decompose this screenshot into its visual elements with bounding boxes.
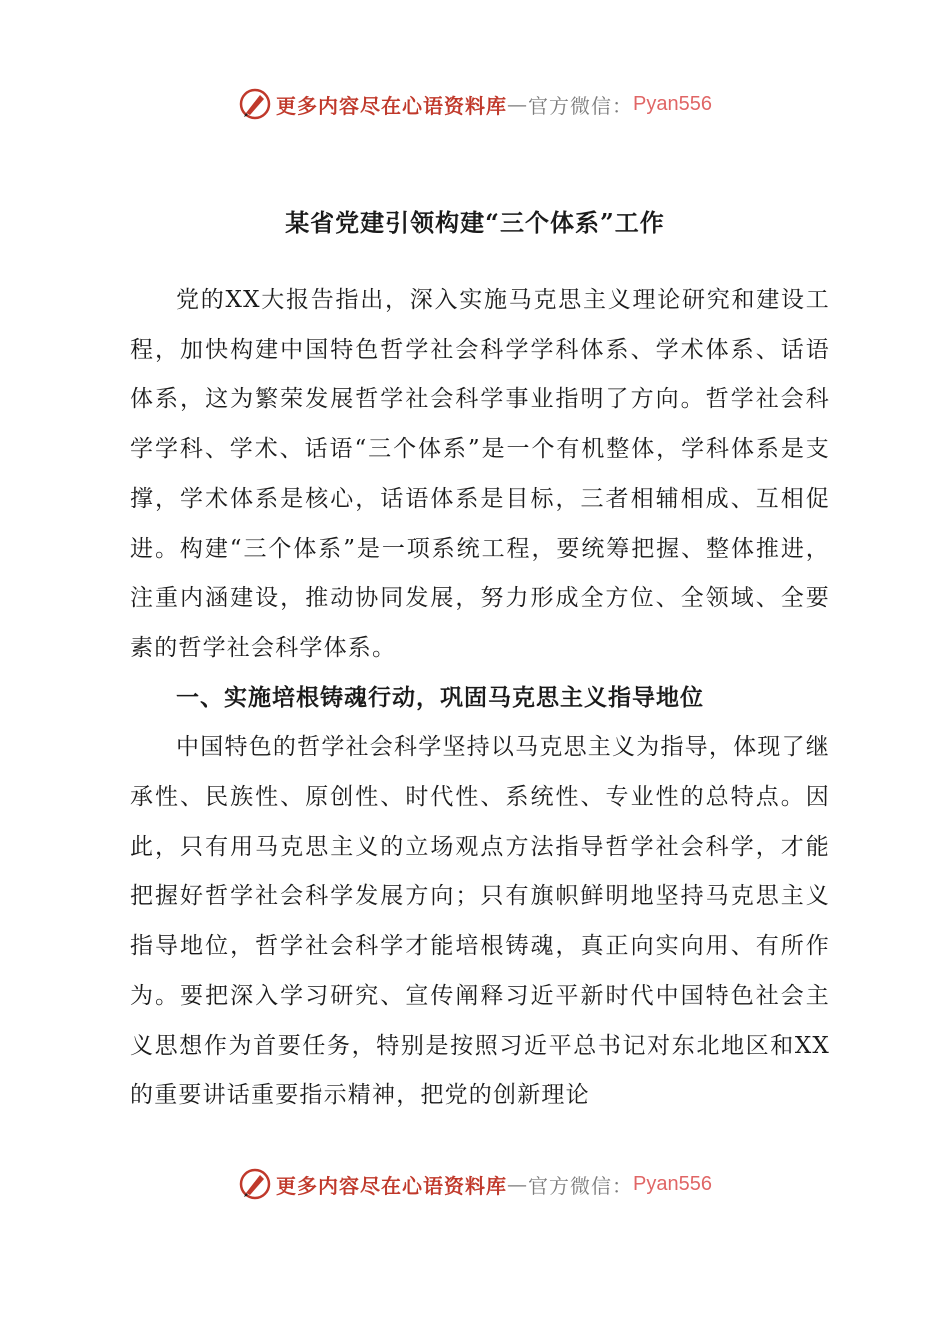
watermark-account-text: Pyan556	[633, 92, 712, 115]
document-body	[130, 276, 830, 1121]
watermark-secondary-text: 官方微信：	[528, 93, 634, 118]
body-paragraph: 党的XX大报告指出，深入实施马克思主义理论研究和建设工程，加快构建中国特色哲学社会科学学科体系、学术体系、话语体系，这为繁荣发展哲学社会科学事业指明了方向。哲学社会科学学科、学术、话语“三个体系”是一个有机整体，学科体系是支撑，学术体系是核心，话语体系是目标，三者相辅相成、互相促进。构建“三个体系”是一项系统工程，要统筹把握、整体推进，注重内涵建设，推动协同发展，努力形成全方位、全领域、全要素的哲学社会科学体系。	[130, 287, 830, 661]
pen-logo-icon	[238, 87, 272, 121]
watermark-secondary-text: 官方微信：	[528, 1173, 634, 1198]
document-title: 某省党建引领构建“三个体系”工作	[285, 208, 665, 237]
watermark-account-text: Pyan556	[633, 1172, 712, 1195]
pen-logo-icon	[238, 1167, 272, 1201]
watermark-dash: —	[507, 1172, 529, 1196]
body-paragraph: 中国特色的哲学社会科学坚持以马克思主义为指导，体现了继承性、民族性、原创性、时代性、系统性、专业性的总特点。因此，只有用马克思主义的立场观点方法指导哲学社会科学，才能把握好哲学社会科学发展方向；只有旗帜鲜明地坚持马克思主义指导地位，哲学社会科学才能培根铸魂，真正向实向用、有所作为。要把深入学习研究、宣传阐释习近平新时代中国特色社会主义思想作为首要任务，特别是按照习近平总书记对东北地区和XX的重要讲话重要指示精神，把党的创新理论	[130, 734, 830, 1109]
watermark-dash: —	[507, 92, 529, 116]
watermark-primary-text: 更多内容尽在心语资料库	[276, 93, 508, 118]
watermark-banner-top	[0, 84, 950, 124]
watermark-primary-text: 更多内容尽在心语资料库	[276, 1173, 508, 1198]
watermark-banner-bottom	[0, 1164, 950, 1204]
section-heading: 一、实施培根铸魂行动，巩固马克思主义指导地位	[176, 684, 704, 711]
